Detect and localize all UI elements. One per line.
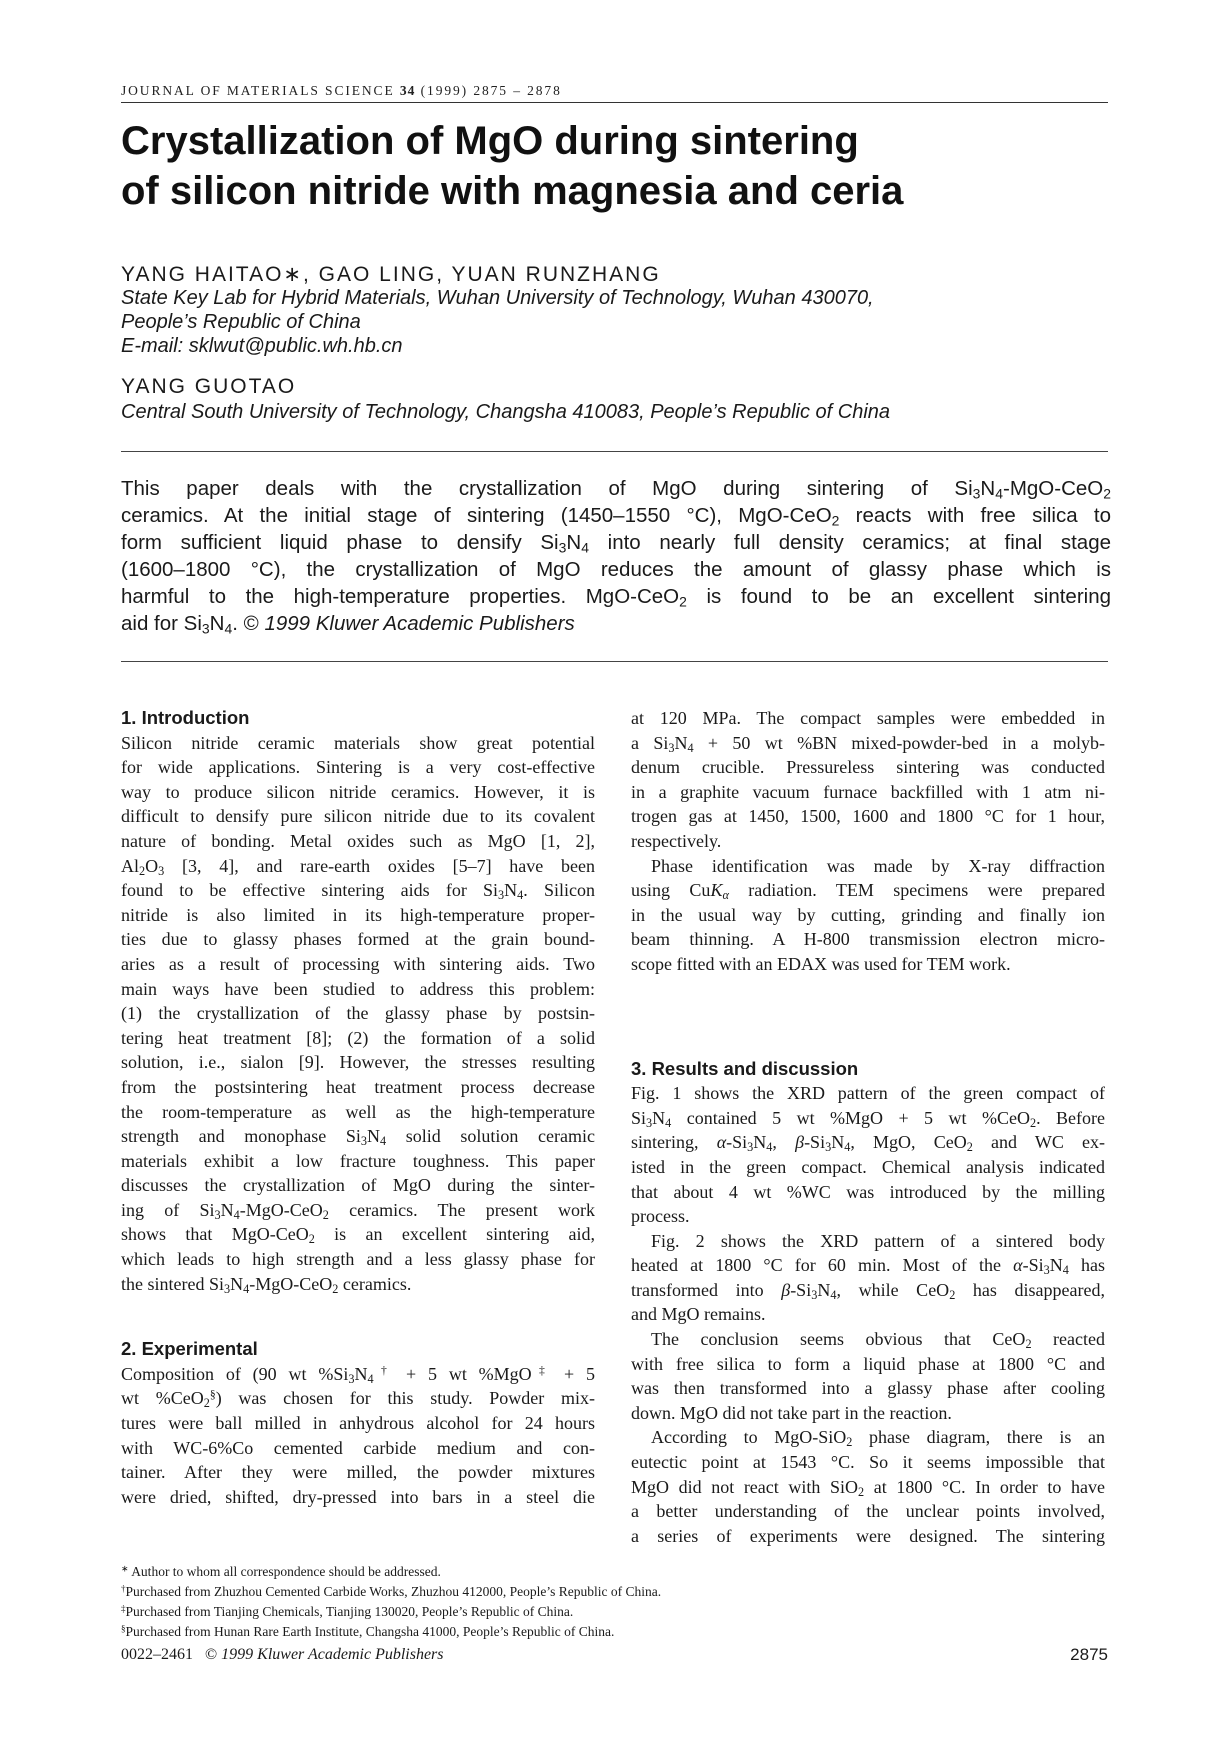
footnotes [121,1562,1108,1642]
body-line: with free silica to form a liquid phase at 1800 °C and [631,1353,1105,1374]
body-line: Fig. 2 shows the XRD pattern of a sintered body [651,1230,1105,1251]
body-line: Composition of (90 wt $\%Si_3N_4^\dagger + 5$ wt %MgO‡ + 5 [121,1363,596,1386]
body-line: way to produce silicon nitride ceramics. However, it is [121,781,595,802]
left-column [121,706,595,1509]
abstract-line: harmful to the high-temperature properties. MgO-CeO$_2$ is found to be an excellent sintering [121,585,1112,610]
body-line: aries as a result of processing with sintering aids. Two [121,953,595,974]
abstract-line: ceramics. At the initial stage of sintering (1450–1550 °C), MgO-CeO$_2$ reacts with free silica to [121,504,1111,529]
top-rule [121,451,1108,452]
body-line: tures were ball milled in anhydrous alcohol for 24 hours [121,1413,595,1434]
footer-issn: 0022–2461 [121,1646,193,1663]
body-line: which leads to high strength and a less glassy phase for [121,1249,595,1270]
body-line: difficult to densify pure silicon nitride due to its covalent [121,806,595,827]
body-line: the sintered $Si_3N_4-MgO-CeO_2$ ceramics. [121,1273,412,1296]
author-email: E-mail: sklwut@public.wh.hb.cn [121,335,403,357]
body-line: heated at 1800 °C for 60 min. Most of the $\alpha-Si_3N_4$ has [631,1255,1106,1278]
body-line: main ways have been studied to address this problem: [121,978,595,999]
footnote-1: ∗ Author to whom all correspondence should be addressed. [121,1563,441,1579]
body-line: that about 4 wt %WC was introduced by the milling [631,1181,1105,1202]
body-line: materials exhibit a low fracture toughness. This paper [121,1150,595,1171]
abstract-line: (1600–1800 °C), the crystallization of MgO reduces the amount of glassy phase which is [121,558,1111,581]
footnote-4-text: Purchased from Hunan Rare Earth Institute, Changsha 41000, People’s Republic of China. [125,1624,615,1639]
body-line: Fig. 1 shows the XRD pattern of the green compact of [631,1083,1105,1104]
abstract-line: form sufficient liquid phase to densify $Si_3N_4$ into nearly full density ceramics; at final stage [121,531,1111,556]
body-line: a better understanding of the unclear points involved, [631,1501,1105,1522]
affiliation-1-line-1: State Key Lab for Hybrid Materials, Wuhan University of Technology, Wuhan 430070, [121,287,874,309]
body-line: $Al_2O_3$ [3, 4], and rare-earth oxides [5–7] have been [121,855,595,878]
footer-copyright: 1999 Kluwer Academic Publishers [221,1646,444,1663]
author-group-2: YANG GUOTAO [121,375,297,398]
body-line: with WC-6%Co cemented carbide medium and con- [121,1437,595,1458]
abstract-bottom-rule [121,661,1108,662]
body-line: were dried, shifted, dry-pressed into bars in a steel die [121,1486,595,1507]
body-line: for wide applications. Sintering is a very cost-effective [121,757,595,778]
footnote-1-text: Author to whom all correspondence should be addressed. [131,1564,441,1579]
paper-title [121,116,1108,216]
section-gap [631,1017,1105,1057]
section-gap [121,1296,595,1337]
footnote-3: ‡Purchased from Tianjing Chemicals, Tianjing 130020, People’s Republic of China. [121,1603,574,1619]
body-line: in the usual way by cutting, grinding and finally ion [631,904,1105,925]
body-line: and MgO remains. [631,1304,766,1325]
body-line: ing of $Si_3N_4-MgO-CeO_2$ ceramics. The present work [121,1199,595,1222]
journal-volume: 34 [399,83,416,98]
body-line: found to be effective sintering aids for $Si_3N_4$. Silicon [121,880,595,903]
footer-left: 0022–2461 © 1999 Kluwer Academic Publishers [121,1646,444,1663]
body-line: tainer. After they were milled, the powder mixtures [121,1462,595,1483]
body-line: According to MgO-SiO$_2$ phase diagram, there is an [651,1427,1105,1450]
abstract [121,475,1111,637]
body-line: process. [631,1206,690,1227]
footnote-3-text: Purchased from Tianjing Chemicals, Tianjing 130020, People’s Republic of China. [125,1604,574,1619]
body-line: wt %CeO$_2$§) was chosen for this study. Powder mix- [121,1388,595,1411]
body-line: at 120 MPa. The compact samples were embedded in [631,708,1105,728]
body-line: transformed into $\beta-Si_3N_4$, while CeO$_2$ has disappeared, [631,1279,1106,1302]
body-line: isted in the green compact. Chemical analysis indicated [631,1156,1105,1177]
body-line: a $Si_3N_4 + 50$ wt %BN mixed-powder-bed in a molyb- [631,732,1105,755]
body-line: nitride is also limited in its high-temperature proper- [121,904,595,925]
body-line: trogen gas at 1450, 1500, 1600 and 1800 °C for 1 hour, [631,806,1105,827]
body-line: shows that MgO-CeO$_2$ is an excellent sintering aid, [121,1224,596,1247]
affiliation-2: Central South University of Technology, Changsha 410083, People’s Republic of China [121,401,891,423]
affiliation-1-line-2: People’s Republic of China [121,311,361,333]
body-line: MgO did not react with SiO$_2$ at 1800 °C. In order to have [631,1476,1105,1499]
body-line: Silicon nitride ceramic materials show great potential [121,732,595,753]
body-line: using CuK$_\alpha$ radiation. TEM specimens were prepared [631,880,1105,903]
body-line: beam thinning. A H-800 transmission electron micro- [631,929,1105,950]
section-heading-experimental: 2. Experimental [121,1338,258,1360]
body-line: The conclusion seems obvious that CeO$_2$ reacted [651,1329,1106,1352]
body-line: scope fitted with an EDAX was used for TEM work. [631,953,1011,974]
journal-year-pages: (1999) 2875 – 2878 [420,83,562,98]
section-heading-results: 3. Results and discussion [631,1057,859,1079]
body-line: solution, i.e., sialon [9]. However, the stresses resulting [121,1052,595,1073]
journal-header [121,83,1108,103]
body-line: in a graphite vacuum furnace backfilled with 1 atm ni- [631,781,1105,802]
body-line: denum crucible. Pressureless sintering was conducted [631,757,1105,778]
footnote-2-text: Purchased from Zhuzhou Cemented Carbide Works, Zhuzhou 412000, People’s Republic of China. [125,1584,662,1599]
body-line: the room-temperature as well as the high-temperature [121,1101,595,1122]
footnote-2: †Purchased from Zhuzhou Cemented Carbide Works, Zhuzhou 412000, People’s Republic of China. [121,1583,662,1599]
body-line: from the postsintering heat treatment process decrease [121,1076,595,1097]
footnote-4: §Purchased from Hunan Rare Earth Institute, Changsha 41000, People’s Republic of China. [121,1623,615,1639]
body-line: Phase identification was made by X-ray diffraction [651,855,1105,876]
body-line: $Si_3N_4$ contained 5 wt %MgO + 5 wt %CeO$_2$. Before [631,1107,1105,1130]
body-line: ties due to glassy phases formed at the grain bound- [121,929,595,950]
body-line: respectively. [631,830,722,851]
body-line: nature of bonding. Metal oxides such as MgO [1, 2], [121,830,595,851]
section-gap [631,977,1105,1017]
body-line: (1) the crystallization of the glassy phase by postsin- [121,1003,595,1024]
page-number: 2875 [1070,1645,1108,1664]
right-column [631,706,1105,1548]
abstract-line: aid for $Si_3N_4$. © 1999 Kluwer Academic Publishers [121,612,575,637]
author-group-1: YANG HAITAO∗, GAO LING, YUAN RUNZHANG [121,263,661,286]
body-line: down. MgO did not take part in the reaction. [631,1402,952,1423]
body-line: discusses the crystallization of MgO during the sinter- [121,1175,595,1196]
body-line: sintering, $\alpha-Si_3N_4$, $\beta-Si_3N_4$, MgO, CeO$_2$ and WC ex- [631,1132,1106,1155]
section-heading-introduction: 1. Introduction [121,707,250,728]
body-line: tering heat treatment [8]; (2) the formation of a solid [121,1027,595,1048]
abstract-line: This paper deals with the crystallization of MgO during sintering of $Si_3N_4-MgO-CeO_2$ [121,477,1111,502]
title-line-1: Crystallization of MgO during sintering [121,119,859,163]
journal-name: JOURNAL OF MATERIALS SCIENCE [121,83,395,98]
body-line: strength and monophase $Si_3N_4$ solid solution ceramic [121,1126,595,1149]
body-line: a series of experiments were designed. The sintering [631,1525,1105,1546]
body-line: was then transformed into a glassy phase after cooling [631,1378,1105,1399]
title-line-2: of silicon nitride with magnesia and ceria [121,169,904,213]
abstract-publisher: 1999 Kluwer Academic Publishers [264,612,575,635]
body-line: eutectic point at 1543 °C. So it seems impossible that [631,1452,1105,1473]
